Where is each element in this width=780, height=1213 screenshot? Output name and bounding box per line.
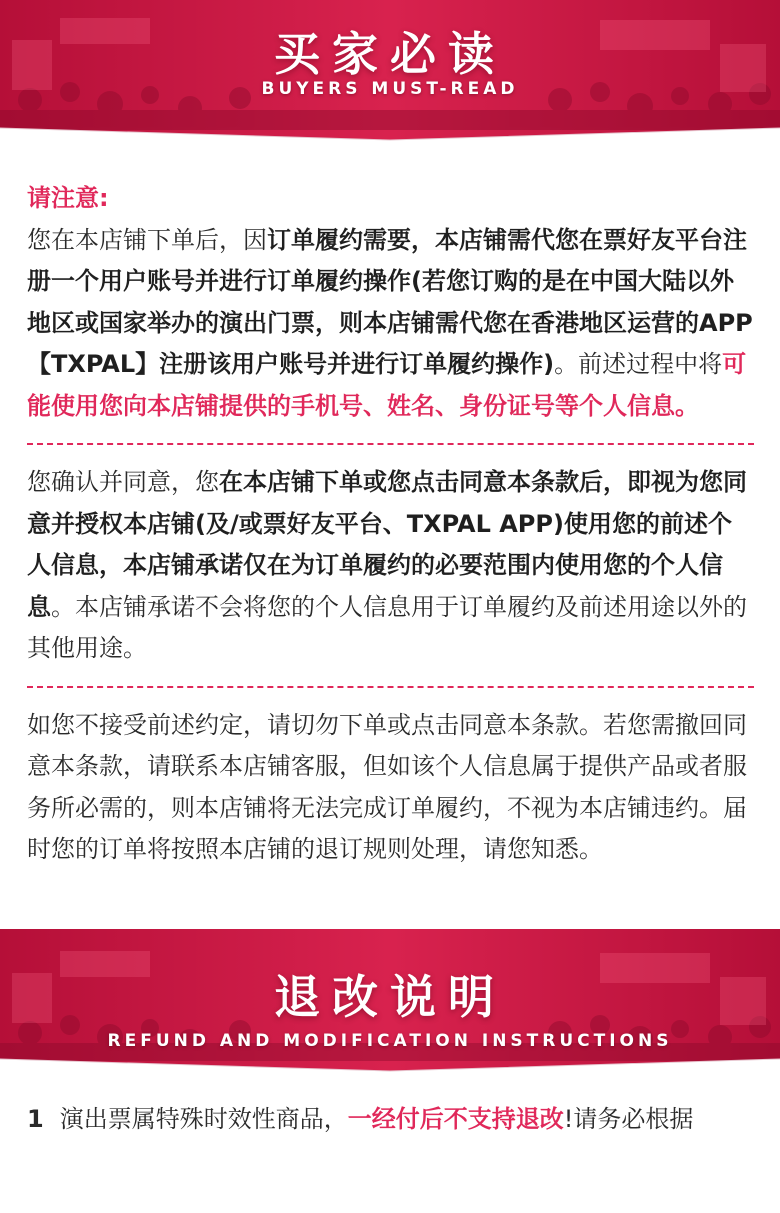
banner-subtitle: REFUND AND MODIFICATION INSTRUCTIONS <box>107 1030 673 1051</box>
banner-title: 买家必读 <box>274 27 506 81</box>
highlight-text: 可能使用您向本店铺提供的手机号、姓名、身份证号等个人信息。 <box>27 350 747 420</box>
refund-rule-number: 1 <box>27 1104 44 1133</box>
body-text: 演出票属特殊时效性商品， <box>59 1104 348 1133</box>
notice-paragraph-1 <box>27 220 754 428</box>
notice-title: 请注意: <box>27 184 109 212</box>
notice-section <box>0 148 780 871</box>
notice-paragraph-2 <box>27 462 754 670</box>
body-text: 。前述过程中将 <box>554 350 723 378</box>
body-text: !请务必根据 <box>563 1104 694 1133</box>
dashed-divider <box>27 443 754 445</box>
bold-text: 订单履约需要，本店铺需代您在票好友平台注册一个用户账号并进行订单履约操作(若您订购的是在中国大陆以外地区或国家举办的演出门票，则本店铺需代您在香港地区运营的APP【TXPAL】注册该用户账号并进行订单履约操作) <box>27 225 753 378</box>
refund-instructions-banner <box>0 929 780 1081</box>
refund-rule-item <box>0 1081 780 1139</box>
bold-text: 在本店铺下单或您点击同意本条款后，即视为您同意并授权本店铺(及/或票好友平台、TXPAL APP)使用您的前述个人信息，本店铺承诺仅在为订单履约的必要范围内使用您的个人信息 <box>27 468 747 621</box>
body-text: 您确认并同意，您 <box>27 468 219 496</box>
highlight-text: 一经付后不支持退改 <box>347 1104 564 1133</box>
body-text: 您在本店铺下单后，因 <box>27 225 267 254</box>
body-text: 。本店铺承诺不会将您的个人信息用于订单履约及前述用途以外的其他用途。 <box>27 592 747 662</box>
notice-paragraph-3 <box>27 705 754 871</box>
refund-rule-text <box>60 1105 694 1133</box>
banner-title: 退改说明 <box>274 969 506 1024</box>
banner-subtitle: BUYERS MUST-READ <box>261 79 519 99</box>
body-text: 如您不接受前述约定，请切勿下单或点击同意本条款。若您需撤回同意本条款，请联系本店铺客服，但如该个人信息属于提供产品或者服务所必需的，则本店铺将无法完成订单履约，不视为本店铺违约。届时您的订单将按照本店铺的退订规则处理，请您知悉。 <box>27 710 747 863</box>
dashed-divider <box>27 686 754 688</box>
buyers-must-read-banner <box>0 0 780 148</box>
